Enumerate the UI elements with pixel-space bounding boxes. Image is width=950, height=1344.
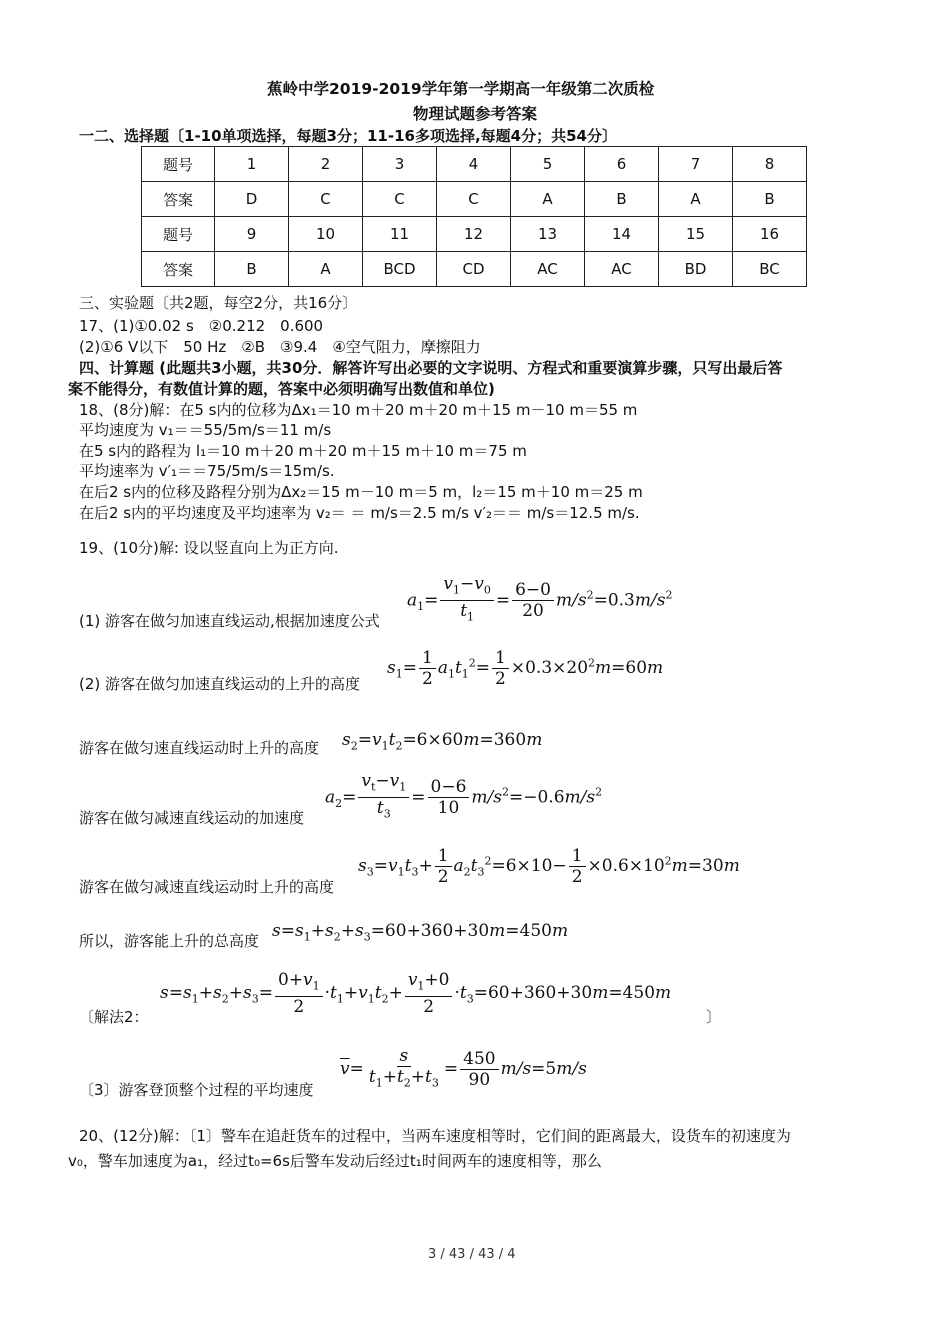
formula-s-total: $s=s_1+s_2+s_3=60+360+30m=450m$	[272, 921, 569, 944]
q19-part6-text: 所以，游客能上升的总高度	[79, 932, 260, 950]
table-cell: 16	[733, 217, 807, 252]
table-cell: CD	[437, 252, 511, 287]
q19-part2-text: (2) 游客在做匀加速直线运动的上升的高度	[79, 675, 361, 693]
q19-method2-text: 〔解法2：	[79, 1008, 149, 1026]
q17-line1: 17、(1)①0.02 s ②0.212 0.600	[79, 317, 324, 335]
table-cell: BD	[659, 252, 733, 287]
table-cell: 4	[437, 147, 511, 182]
table-cell: 9	[215, 217, 289, 252]
section3-heading: 三、实验题〔共2题，每空2分，共16分〕	[79, 294, 358, 312]
table-cell: B	[215, 252, 289, 287]
table-cell: 3	[363, 147, 437, 182]
section4-heading-1: 四、计算题 (此题共3小题，共30分．解答许写出必要的文字说明、方程式和重要演算步骤，只写出最后答	[79, 359, 783, 377]
table-row	[142, 217, 807, 252]
q18-line3: 在5 s内的路程为 l₁＝10 m＋20 m＋20 m＋15 m＋10 m＝75 m	[79, 442, 527, 460]
table-cell: 题号	[142, 147, 215, 182]
answer-table	[141, 146, 807, 287]
q19-intro: 19、(10分)解: 设以竖直向上为正方向.	[79, 539, 339, 557]
q18-line6: 在后2 s内的平均速度及平均速率为 v₂＝ ＝ m/s＝2.5 m/s v′₂＝＝ m/s＝12.5 m/s.	[79, 504, 640, 522]
table-cell: A	[511, 182, 585, 217]
q18-line1: 18、(8分)解：在5 s内的位移为Δx₁＝10 m＋20 m＋20 m＋15 m－10 m＝55 m	[79, 401, 638, 419]
q19-part1-text: (1) 游客在做匀加速直线运动,根据加速度公式	[79, 612, 380, 630]
table-cell: 8	[733, 147, 807, 182]
table-cell: 15	[659, 217, 733, 252]
table-cell: 1	[215, 147, 289, 182]
table-cell: 13	[511, 217, 585, 252]
table-cell: B	[585, 182, 659, 217]
doc-title: 蕉岭中学2019-2019学年第一学期高一年级第二次质检	[267, 80, 655, 98]
q19-method2-close: 〕	[706, 1008, 722, 1026]
formula-s2: $s_2=v_1t_2=6\times 60m=360m$	[342, 730, 543, 753]
page-footer: 3 / 43 / 43 / 4	[428, 1247, 516, 1262]
table-cell: 12	[437, 217, 511, 252]
q18-line5: 在后2 s内的位移及路程分别为Δx₂＝15 m－10 m＝5 m，l₂＝15 m＋10 m＝25 m	[79, 483, 643, 501]
section4-heading-2: 案不能得分，有数值计算的题，答案中必须明确写出数值和单位)	[68, 380, 495, 398]
table-cell: C	[289, 182, 363, 217]
table-cell: BCD	[363, 252, 437, 287]
table-cell: C	[437, 182, 511, 217]
q18-line2: 平均速度为 v₁＝＝55/5m/s＝11 m/s	[79, 421, 332, 439]
table-cell: A	[289, 252, 363, 287]
table-cell: 答案	[142, 182, 215, 217]
table-cell: C	[363, 182, 437, 217]
q18-line4: 平均速率为 v′₁＝＝75/5m/s＝15m/s.	[79, 462, 335, 480]
q20-line2: v₀，警车加速度为a₁，经过t₀=6s后警车发动后经过t₁时间两车的速度相等，那么	[68, 1152, 602, 1170]
q19-part5-text: 游客在做匀减速直线运动时上升的高度	[79, 878, 335, 896]
table-cell: 答案	[142, 252, 215, 287]
table-cell: AC	[585, 252, 659, 287]
q19-part8-text: 〔3〕游客登顶整个过程的平均速度	[79, 1081, 314, 1099]
table-cell: A	[659, 182, 733, 217]
table-row	[142, 182, 807, 217]
formula-s1: $s_1=$ $\frac{1}{2}$ $a_1t_1^2=$ $\frac{1}{2}$ $\times 0.3\times 20^2m=60m$	[387, 648, 664, 689]
table-cell: 14	[585, 217, 659, 252]
formula-a2: $a_2=$ $\frac{v_t-v_1}{t_3}$ = $\frac{0-6}{10}$ $m/s^2=-0.6m/s^2$	[325, 771, 603, 821]
table-row	[142, 252, 807, 287]
formula-method2: $s=s_1+s_2+s_3=$ $\frac{0+v_1}{2}$ $\cdot t_1+v_1t_2+$ $\frac{v_1+0}{2}$ $\cdot t_3=60+360+30m=450m$	[160, 970, 672, 1018]
table-row	[142, 147, 807, 182]
q20-line1: 20、(12分)解：〔1〕警车在追赶货车的过程中，当两车速度相等时，它们间的距离最大，设货车的初速度为	[79, 1127, 791, 1145]
table-cell: AC	[511, 252, 585, 287]
q19-part4-text: 游客在做匀减速直线运动的加速度	[79, 809, 305, 827]
q17-line2: (2)①6 V以下 50 Hz ②B ③9.4 ④空气阻力，摩擦阻力	[79, 338, 481, 356]
table-cell: BC	[733, 252, 807, 287]
formula-a1: $a_1=$ $\frac{v_1-v_0}{t_1}$ = $\frac{6-0}{20}$ $m/s^2=0.3m/s^2$	[407, 574, 673, 624]
table-cell: B	[733, 182, 807, 217]
table-cell: 11	[363, 217, 437, 252]
doc-subtitle: 物理试题参考答案	[413, 105, 538, 123]
formula-s3: $s_3=v_1t_3+$ $\frac{1}{2}$ $a_2t_3^2=6\times 10-$ $\frac{1}{2}$ $\times 0.6\times 10^2m=30m$	[358, 846, 740, 887]
table-cell: 2	[289, 147, 363, 182]
section1-heading: 一二、选择题〔1-10单项选择，每题3分；11-16多项选择,每题4分；共54分〕	[79, 127, 617, 145]
formula-vbar: $\overline{v}=$ $\frac{s}{t_1+t_2+t_3}$ = $\frac{450}{90}$ m/s=5m/s	[340, 1046, 587, 1091]
table-cell: 题号	[142, 217, 215, 252]
table-cell: 7	[659, 147, 733, 182]
table-cell: D	[215, 182, 289, 217]
table-cell: 10	[289, 217, 363, 252]
q19-part3-text: 游客在做匀速直线运动时上升的高度	[79, 739, 320, 757]
table-cell: 6	[585, 147, 659, 182]
table-cell: 5	[511, 147, 585, 182]
